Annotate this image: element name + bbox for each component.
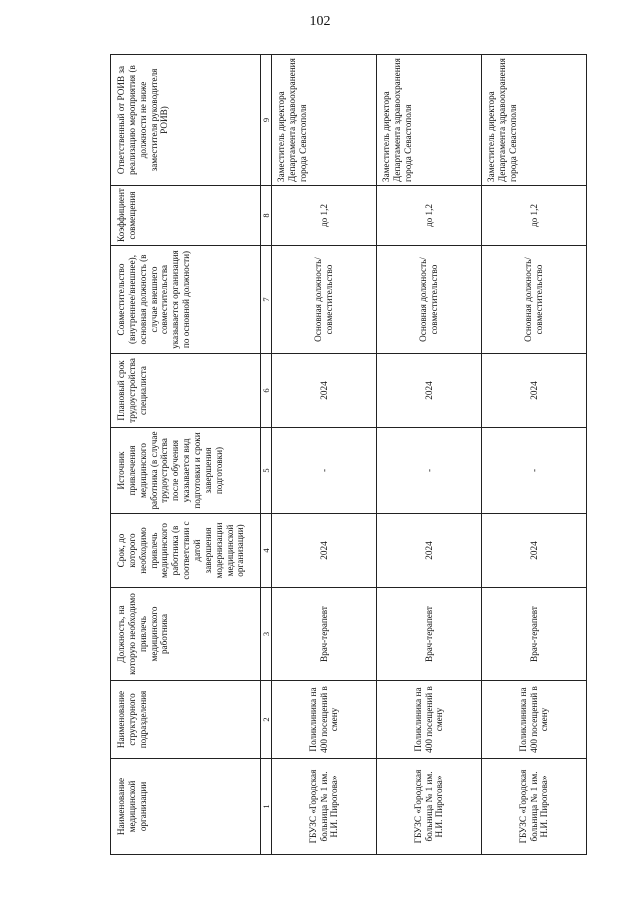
column-number: 1	[261, 759, 272, 855]
cell-planned: 2024	[481, 354, 586, 428]
cell-source: -	[272, 428, 377, 514]
column-number: 2	[261, 681, 272, 759]
column-number: 3	[261, 588, 272, 681]
cell-deadline: 2024	[272, 514, 377, 588]
cell-combination: Основная должность/ совместительство	[272, 246, 377, 354]
staffing-table-rotated	[110, 55, 587, 855]
cell-deadline: 2024	[377, 514, 482, 588]
cell-unit: Поликлиника на 400 посещений в смену	[272, 681, 377, 759]
table-row	[377, 55, 482, 855]
header-coefficient: Коэффициент совмещения	[111, 186, 261, 246]
column-number: 8	[261, 186, 272, 246]
cell-responsible: Заместитель директора Департамента здравоохранения города Севастополя	[377, 55, 482, 186]
cell-position: Врач-терапевт	[481, 588, 586, 681]
header-position: Должность, на которую необходимо привлечь медицинского работника	[111, 588, 261, 681]
column-number: 9	[261, 55, 272, 186]
staffing-table	[110, 54, 587, 855]
column-number: 5	[261, 428, 272, 514]
cell-position: Врач-терапевт	[272, 588, 377, 681]
column-number: 4	[261, 514, 272, 588]
header-combination: Совместительство (внутреннее/внешнее), основная должность (в случае внешнего совместительства указывается организация по основной должности)	[111, 246, 261, 354]
cell-responsible: Заместитель директора Департамента здравоохранения города Севастополя	[272, 55, 377, 186]
cell-position: Врач-терапевт	[377, 588, 482, 681]
cell-org: ГБУЗС «Городская больница № 1 им. Н.И. Пирогова»	[272, 759, 377, 855]
cell-coefficient: до 1,2	[377, 186, 482, 246]
header-deadline: Срок, до которого необходимо привлечь медицинского работника (в соответствии с датой завершения модернизации медицинской организации)	[111, 514, 261, 588]
cell-combination: Основная должность/ совместительство	[481, 246, 586, 354]
cell-coefficient: до 1,2	[481, 186, 586, 246]
header-row	[111, 55, 261, 855]
table-row	[481, 55, 586, 855]
column-number-row	[261, 55, 272, 855]
column-number: 7	[261, 246, 272, 354]
header-responsible: Ответственный от РОИВ за реализацию мероприятия (в должности не ниже заместителя руководителя РОИВ)	[111, 55, 261, 186]
cell-org: ГБУЗС «Городская больница № 1 им. Н.И. Пирогова»	[481, 759, 586, 855]
header-planned: Плановый срок трудоустройства специалиста	[111, 354, 261, 428]
cell-planned: 2024	[377, 354, 482, 428]
table-row	[272, 55, 377, 855]
page-number: 102	[309, 14, 331, 29]
column-number: 6	[261, 354, 272, 428]
cell-responsible: Заместитель директора Департамента здравоохранения города Севастополя	[481, 55, 586, 186]
header-org: Наименование медицинской организации	[111, 759, 261, 855]
cell-coefficient: до 1,2	[272, 186, 377, 246]
header-unit: Наименование структурного подразделения	[111, 681, 261, 759]
cell-unit: Поликлиника на 400 посещений в смену	[481, 681, 586, 759]
cell-planned: 2024	[272, 354, 377, 428]
cell-org: ГБУЗС «Городская больница № 1 им. Н.И. Пирогова»	[377, 759, 482, 855]
cell-combination: Основная должность/ совместительство	[377, 246, 482, 354]
cell-source: -	[377, 428, 482, 514]
cell-unit: Поликлиника на 400 посещений в смену	[377, 681, 482, 759]
cell-deadline: 2024	[481, 514, 586, 588]
header-source: Источник привлечения медицинского работника (в случае трудоустройства после обучения указывается вид подготовки и сроки завершения подготовки)	[111, 428, 261, 514]
cell-source: -	[481, 428, 586, 514]
